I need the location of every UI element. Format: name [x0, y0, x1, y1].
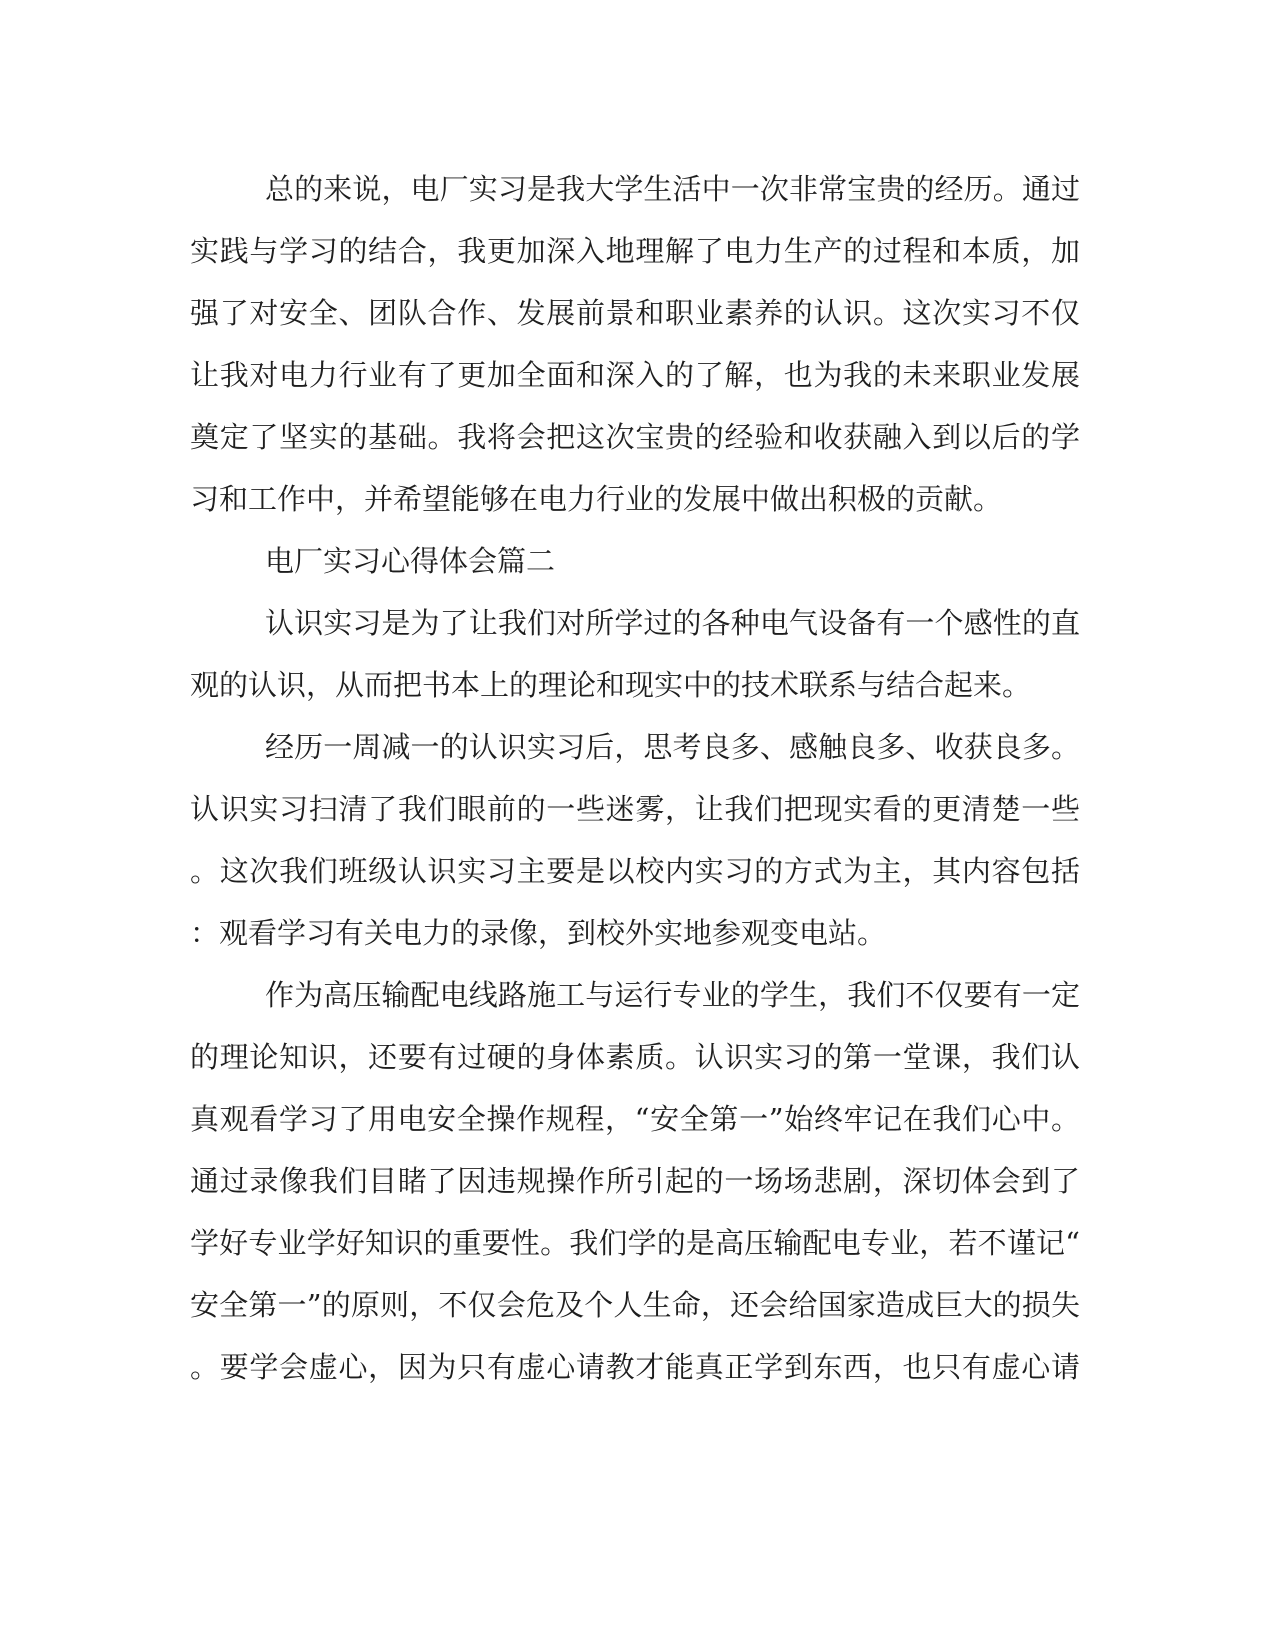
text-line: 实践与学习的结合，我更加深入地理解了电力生产的过程和本质，加 [190, 234, 1080, 268]
text-line: 观的认识，从而把书本上的理论和现实中的技术联系与结合起来。 [190, 668, 1032, 702]
text-line: 经历一周减一的认识实习后，思考良多、感触良多、收获良多。 [265, 730, 1080, 764]
text-line: 的理论知识，还要有过硬的身体素质。认识实习的第一堂课，我们认 [190, 1040, 1080, 1074]
text-line: 。这次我们班级认识实习主要是以校内实习的方式为主，其内容包括 [190, 854, 1080, 888]
section-heading: 电厂实习心得体会篇二 [265, 544, 556, 578]
text-line: 安全第一”的原则，不仅会危及个人生命，还会给国家造成巨大的损失 [190, 1288, 1080, 1322]
text-line: 。要学会虚心，因为只有虚心请教才能真正学到东西，也只有虚心请 [190, 1350, 1080, 1384]
text-line: 作为高压输配电线路施工与运行专业的学生，我们不仅要有一定 [265, 978, 1080, 1012]
text-line: 学好专业学好知识的重要性。我们学的是高压输配电专业，若不谨记“ [190, 1226, 1080, 1260]
text-line: 认识实习扫清了我们眼前的一些迷雾，让我们把现实看的更清楚一些 [190, 792, 1080, 826]
text-line: 让我对电力行业有了更加全面和深入的了解，也为我的未来职业发展 [190, 358, 1080, 392]
document-body [190, 158, 1080, 1398]
text-line: ：观看学习有关电力的录像，到校外实地参观变电站。 [190, 916, 887, 950]
text-line: 强了对安全、团队合作、发展前景和职业素养的认识。这次实习不仅 [190, 296, 1080, 330]
text-line: 习和工作中，并希望能够在电力行业的发展中做出积极的贡献。 [190, 482, 1003, 516]
text-line: 认识实习是为了让我们对所学过的各种电气设备有一个感性的直 [265, 606, 1080, 640]
text-line: 总的来说，电厂实习是我大学生活中一次非常宝贵的经历。通过 [265, 172, 1080, 206]
text-line: 真观看学习了用电安全操作规程，“安全第一”始终牢记在我们心中。 [190, 1102, 1080, 1136]
text-line: 奠定了坚实的基础。我将会把这次宝贵的经验和收获融入到以后的学 [190, 420, 1080, 454]
text-line: 通过录像我们目睹了因违规操作所引起的一场场悲剧，深切体会到了 [190, 1164, 1080, 1198]
